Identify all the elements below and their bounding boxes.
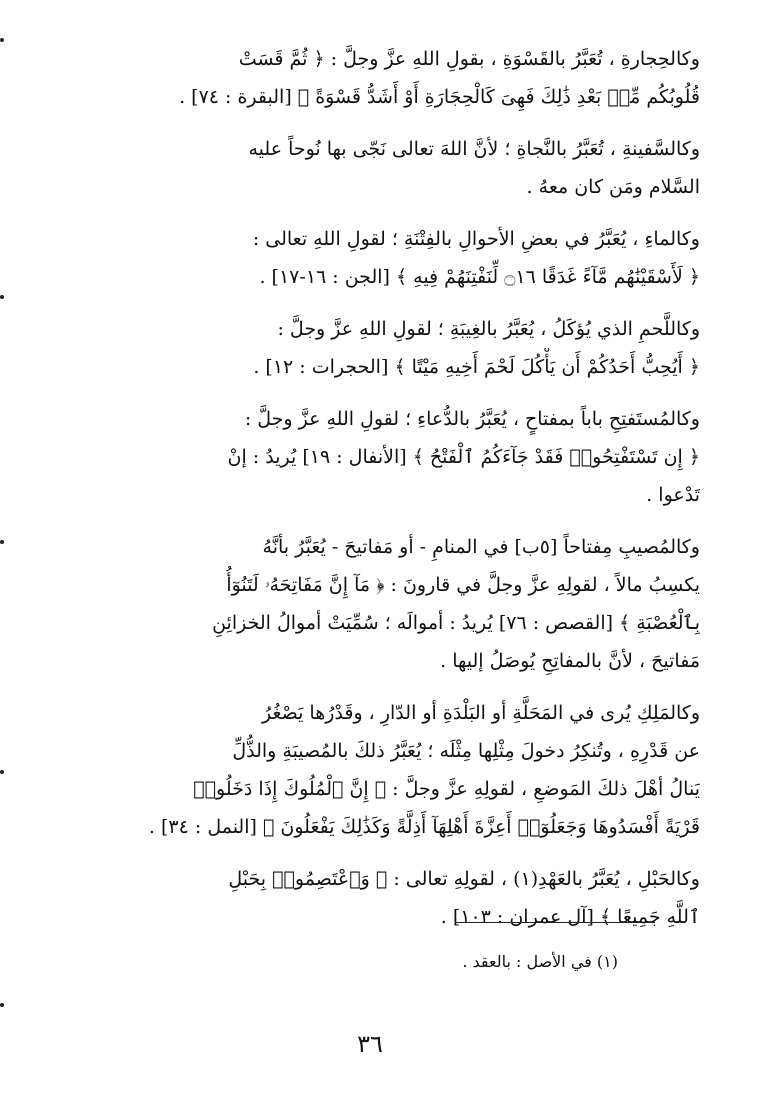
text-line: قَرْيَةً أَفْسَدُوهَا وَجَعَلُوٓا۟ أَعِزَّةَ أَهْلِهَآ أَذِلَّةً وَكَذَٰلِكَ يَفْعَلُونَ ﴾ [النمل : ٣٤] . (148, 816, 700, 838)
text-line: ٱللَّهِ جَمِيعًا ﴾ [آل عمران : ١٠٣] . (440, 906, 700, 928)
text-line: السَّلام ومَن كان معهُ . (526, 176, 700, 198)
text-line: وكالمُستَفتِحِ باباً بمفتاحٍ ، يُعَبَّرُ بالدُّعاءِ ؛ لقولِ اللهِ عزَّ وجلَّ : (244, 408, 700, 430)
paragraph-water (100, 220, 700, 296)
text-line: وكالمُصيبِ مِفتاحاً [٥ب] في المنامِ - أو مَفاتيحَ - يُعَبَّرُ بأنَّهُ (262, 536, 700, 558)
text-line: وكالحَبْلِ ، يُعَبَّرُ بالعَهْدِ(١) ، لقولِهِ تعالى : ﴿ وَٱعْتَصِمُوا۟ بِحَبْلِ (228, 868, 700, 890)
paragraph-meat (100, 310, 700, 386)
scan-mark (0, 295, 4, 299)
page-body (100, 40, 700, 950)
text-line: قُلُوبُكُم مِّنۢ بَعْدِ ذَٰلِكَ فَهِىَ كَالْحِجَارَةِ أَوْ أَشَدُّ قَسْوَةً ﴾ [البقرة : ٧٤] . (179, 86, 700, 108)
text-line: ﴿ لَأَسْقَيْنَٰهُم مَّآءً غَدَقًا ۝١٦ لِّنَفْتِنَهُمْ فِيهِ ﴾ [الجن : ١٦-١٧] . (259, 266, 700, 288)
page-number: ٣٦ (357, 1030, 383, 1058)
text-line: يَنالُ أهْلَ ذلكَ المَوضعِ ، لقولِهِ عزَّ وجلَّ : ﴿ إِنَّ ٱلْمُلُوكَ إِذَا دَخَلُوا۟ (193, 778, 700, 800)
scan-mark (0, 770, 4, 774)
paragraph-rope (100, 860, 700, 936)
text-line: يكسِبُ مالاً ، لقولِهِ عزَّ وجلَّ في قارونَ : ﴿ مَآ إِنَّ مَفَاتِحَهُۥ لَتَنُوٓأُ (226, 574, 700, 596)
text-line: وكاللَّحمِ الذي يُؤكَلُ ، يُعَبَّرُ بالغِيبَةِ ؛ لقولِ اللهِ عزَّ وجلَّ : (277, 318, 700, 340)
footnote-divider (455, 922, 655, 923)
scan-mark (0, 1003, 4, 1007)
paragraph-stones (100, 40, 700, 116)
text-line: عن قَدْرِهِ ، وتُنكِرُ دخولَ مِثْلِها مِثْلَه ؛ يُعَبَّرُ ذلكَ بالمُصيبَةِ والذُّلِّ (232, 740, 700, 762)
scan-mark (0, 540, 4, 544)
text-line: مَفاتيحَ ، لأنَّ بالمفاتِحِ يُوصَلُ إليها . (440, 650, 700, 672)
text-line: ﴿ أَيُحِبُّ أَحَدُكُمْ أَن يَأْكُلَ لَحْمَ أَخِيهِ مَيْتًا ﴾ [الحجرات : ١٢] . (253, 356, 700, 378)
paragraph-ship (100, 130, 700, 206)
footnote: (١) في الأصل : بالعقد . (462, 952, 618, 971)
text-line: وكالحِجارةِ ، تُعَبَّرُ بالقَسْوَةِ ، بقولِ اللهِ عزَّ وجلَّ : ﴿ ثُمَّ قَسَتْ (238, 48, 700, 70)
text-line: وكالماءِ ، يُعَبَّرُ في بعضِ الأحوالِ بالفِتْنَةِ ؛ لقولِ اللهِ تعالى : (252, 228, 700, 250)
scan-mark (0, 38, 4, 42)
text-line: وكالمَلِكِ يُرى في المَحَلَّةِ أو البَلْدَةِ أو الدّارِ ، وقَدْرُها يَصْغُرُ (261, 702, 700, 724)
text-line: بِٱلْعُصْبَةِ ﴾ [القصص : ٧٦] يُريدُ : أموالَه ؛ سُمِّيَتْ أموالُ الخزائِنِ (212, 612, 700, 634)
text-line: وكالسَّفينةِ ، تُعَبَّرُ بالنَّجاةِ ؛ لأنَّ اللهَ تعالى نَجّى بها نُوحاً عليه (248, 138, 700, 160)
paragraph-king (100, 694, 700, 846)
text-line: ﴿ إِن تَسْتَفْتِحُوا۟ فَقَدْ جَآءَكُمُ ٱلْفَتْحُ ﴾ [الأنفال : ١٩] يُريدُ : إنْ (227, 446, 700, 468)
text-line: تَدْعوا . (646, 484, 700, 506)
paragraph-keys (100, 528, 700, 680)
paragraph-opener (100, 400, 700, 514)
